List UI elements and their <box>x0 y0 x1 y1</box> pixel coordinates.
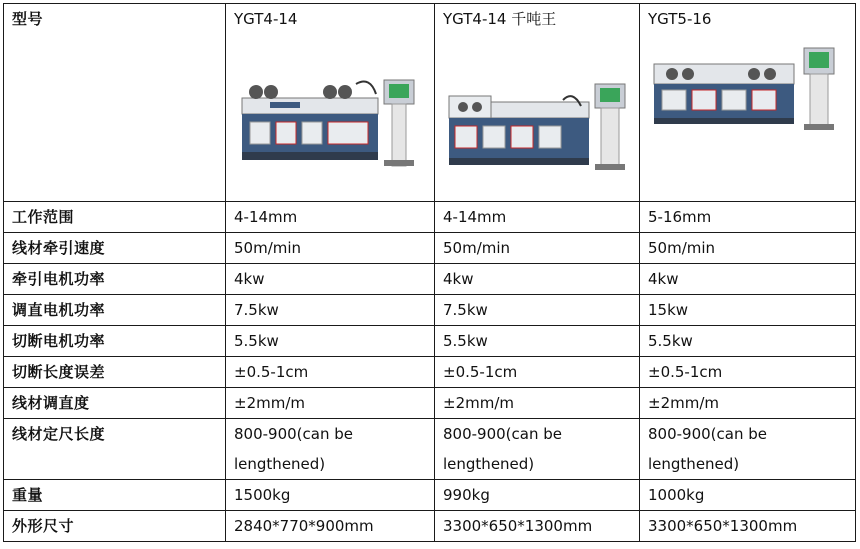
row-label: 切断电机功率 <box>4 326 226 357</box>
table-row <box>4 480 856 511</box>
table-cell: 4-14mm <box>435 202 640 233</box>
table-cell <box>226 419 435 480</box>
cell-line: lengthened) <box>443 455 535 473</box>
table-cell: 50m/min <box>226 233 435 264</box>
model-cell <box>435 4 640 202</box>
table-cell: 5.5kw <box>435 326 640 357</box>
table-cell: 1500kg <box>226 480 435 511</box>
model-cell <box>226 4 435 202</box>
machine-image <box>648 40 853 190</box>
table-row <box>4 511 856 542</box>
row-label: 线材牵引速度 <box>4 233 226 264</box>
row-label: 工作范围 <box>4 202 226 233</box>
table-cell: 7.5kw <box>226 295 435 326</box>
row-label: 线材定尺长度 <box>4 419 226 480</box>
row-label: 外形尺寸 <box>4 511 226 542</box>
table-cell: ±0.5-1cm <box>640 357 856 388</box>
cell-line: 800-900(can be <box>234 425 353 443</box>
model-name: YGT4-14 <box>234 10 298 28</box>
table-row <box>4 233 856 264</box>
table-cell: ±0.5-1cm <box>226 357 435 388</box>
table-row <box>4 357 856 388</box>
table-cell: 3300*650*1300mm <box>640 511 856 542</box>
table-cell: 3300*650*1300mm <box>435 511 640 542</box>
table-cell: 4kw <box>226 264 435 295</box>
table-cell: 4kw <box>435 264 640 295</box>
table-cell: ±2mm/m <box>640 388 856 419</box>
row-label: 线材调直度 <box>4 388 226 419</box>
model-name: YGT4-14 千吨王 <box>443 10 557 28</box>
table-header-row <box>4 4 856 202</box>
table-cell: 4-14mm <box>226 202 435 233</box>
row-label: 型号 <box>4 4 226 202</box>
table-row <box>4 295 856 326</box>
cell-line: lengthened) <box>234 455 326 473</box>
table-cell: 5.5kw <box>640 326 856 357</box>
table-cell: 4kw <box>640 264 856 295</box>
table-cell <box>435 419 640 480</box>
row-label: 调直电机功率 <box>4 295 226 326</box>
table-cell: ±0.5-1cm <box>435 357 640 388</box>
cell-line: 800-900(can be <box>648 425 767 443</box>
cell-line: lengthened) <box>648 455 740 473</box>
row-label: 切断长度误差 <box>4 357 226 388</box>
row-label: 牵引电机功率 <box>4 264 226 295</box>
table-cell: ±2mm/m <box>226 388 435 419</box>
table-cell: 1000kg <box>640 480 856 511</box>
table-cell: 5.5kw <box>226 326 435 357</box>
table-row <box>4 326 856 357</box>
table-cell: 2840*770*900mm <box>226 511 435 542</box>
machine-image <box>234 40 429 190</box>
table-cell: 990kg <box>435 480 640 511</box>
table-row <box>4 264 856 295</box>
table-row <box>4 202 856 233</box>
table-cell: 15kw <box>640 295 856 326</box>
table-cell: 50m/min <box>435 233 640 264</box>
table-row <box>4 419 856 480</box>
table-cell: ±2mm/m <box>435 388 640 419</box>
model-cell <box>640 4 856 202</box>
machine-image <box>443 40 638 190</box>
spec-table <box>3 3 856 542</box>
table-cell: 50m/min <box>640 233 856 264</box>
table-cell <box>640 419 856 480</box>
table-cell: 5-16mm <box>640 202 856 233</box>
cell-line: 800-900(can be <box>443 425 562 443</box>
row-label: 重量 <box>4 480 226 511</box>
table-row <box>4 388 856 419</box>
table-cell: 7.5kw <box>435 295 640 326</box>
model-name: YGT5-16 <box>648 10 712 28</box>
